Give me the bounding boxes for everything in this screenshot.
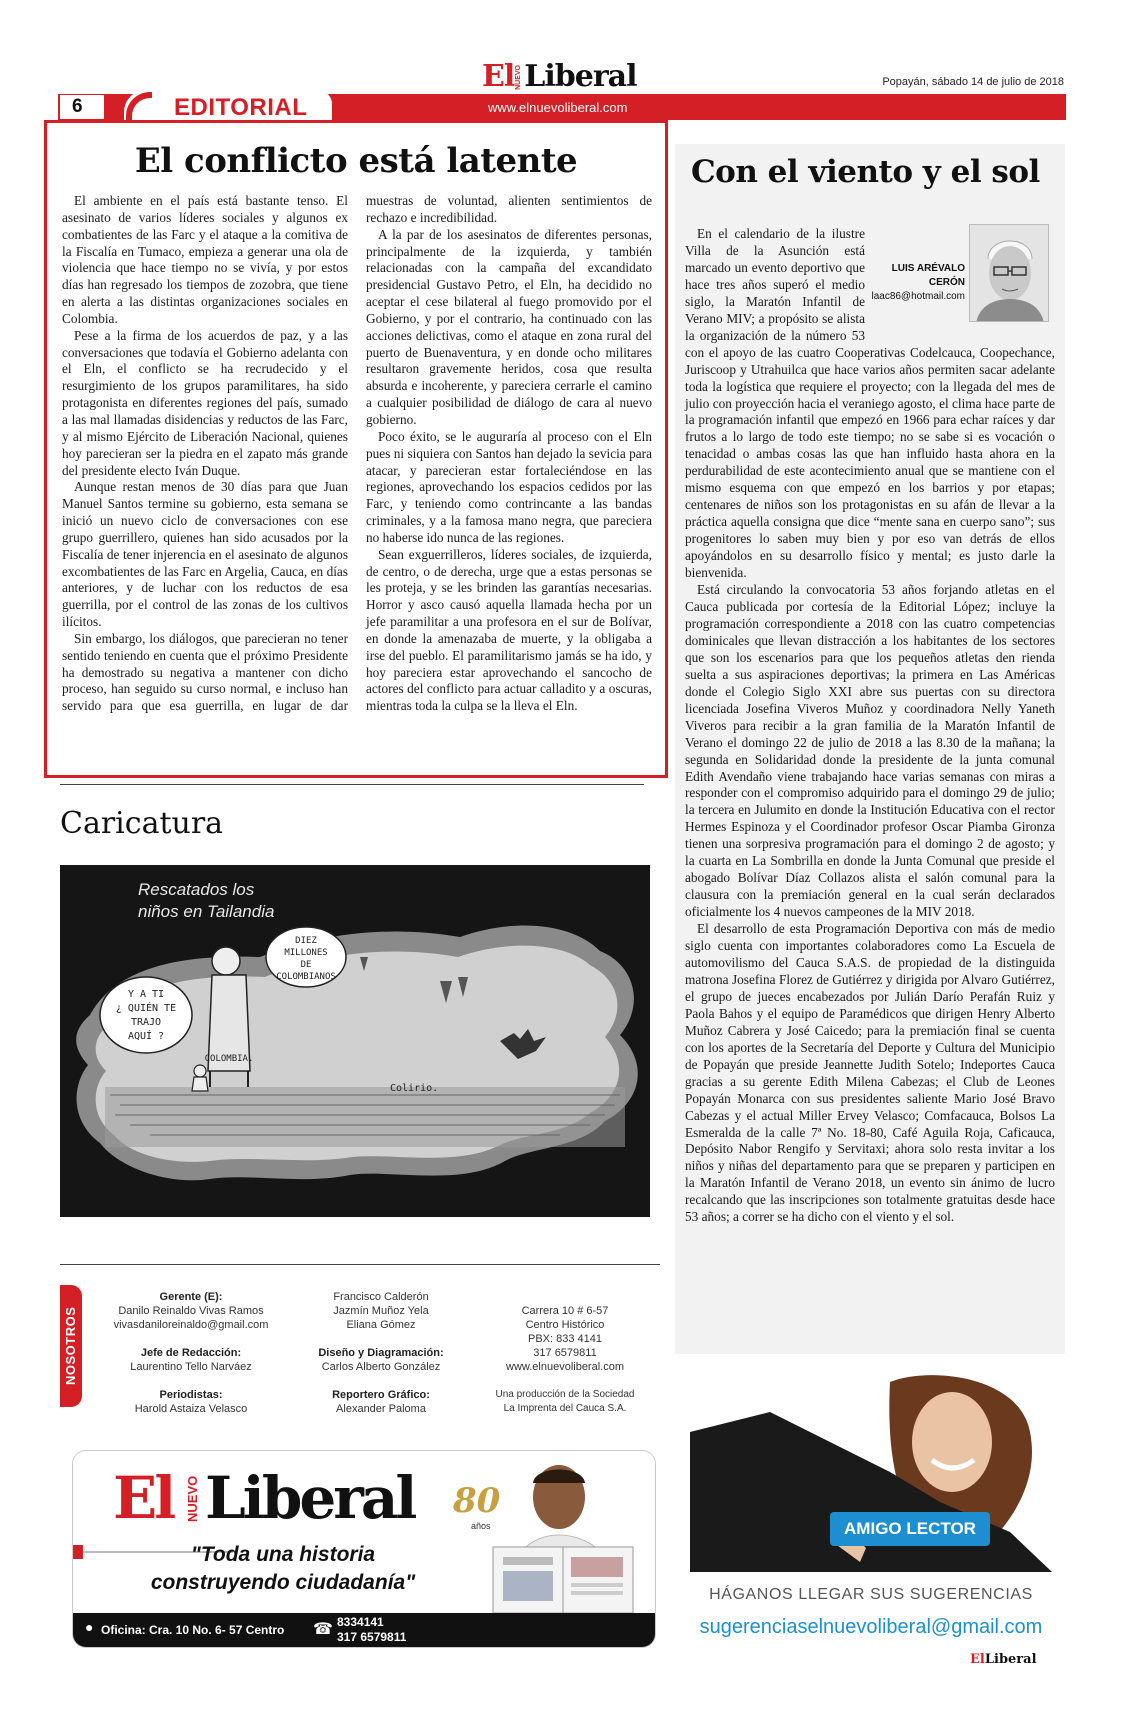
reader-photo <box>473 1457 653 1613</box>
bubble-left-line: ¿ QUIÉN TE <box>115 1003 177 1014</box>
editorial-paragraph: El ambiente en el país está bastante tenso. El asesinato de varios líderes sociales y algunos ex combatientes de las Farc y el ataque a la comitiva de la Fiscalía en Tumaco, empieza a generar una ola de violencia que hace tiempo no se vivía, y por estos días han regresado los tiempos de zozobra, que tiene en alerta a las distintas organizaciones sociales en Colombia. <box>62 193 348 326</box>
author-email[interactable]: laac86@hotmail.com <box>871 291 965 302</box>
publisher-line: Una producción de la Sociedad <box>495 1389 635 1400</box>
staff-name: Laurentino Tello Narváez <box>130 1361 252 1373</box>
column-paragraph: Está circulando la convocatoria 53 años forjando atletas en el Cauca publicada por cortesía de la Editorial López; incluye la programación correspondiente a 2018 con las cuatro competencias dominicales que llevan distracción a los habitantes de los sectores que son los escenarios para que los pequeños atletas den rienda suelta a sus aspiraciones deportivas; la primera en Las Américas donde el Colegio Siglo XXI abre sus puertas con su directora licenciada Josefina Viveros Muñoz y coordinadora Nelly Yaneth Viveros para recibir a la gran familia de la Maratón Infantil de Verano el domingo 22 de julio de 2018 a las 8.30 de la mañana; la segunda en Solidaridad donde la presidente de la junta comunal Edith Avendaño viene trabajando hace varias semanas con miras a responder con el compromiso adquirido para el domingo 29 de julio; la tercera en Julumito en donde la Institución Educativa con el rector Hermes Espinoza y el Coordinador profesor Oscar Piamba Gironza tienen una sorpresiva programación para el domingo 2 de agosto; y la cuarta en La Sombrilla en donde la Junta Comunal que preside el abogado Bolívar Díaz Collazos alista el salón comunal para la clausura con la premiación general en la cual serán declarados oficialmente los 4 nuevos campeones de la MIV 2018. <box>685 582 1055 920</box>
anniversary-label: años <box>471 1521 491 1531</box>
caricature-image <box>60 865 650 1217</box>
divider <box>60 784 644 785</box>
mini-logo-liberal: Liberal <box>984 1652 1037 1667</box>
red-marker <box>73 1545 83 1559</box>
staff-name: Danilo Reinaldo Vivas Ramos <box>118 1305 264 1317</box>
column-paragraph: En el calendario de la ilustre Villa de la Asunción está marcado un evento deportivo que hace tres años superó el medio siglo, la Maratón Infantil de Verano MIV; a propósito se alista la organización de la número 53 con el apoyo de las cuatro Cooperativas Codelcauca, Coopechance, Juriscoop y Utrahuilca que hace varios años permiten sacar adelante toda la logística que requiere el proyecto; con la llegada del mes de julio con proyección hacia el veraniego agosto, el clima hace parte de la programación infantil que empezó en 1966 para echar raíces y dar frutos a lo largo de todo este tiempo; no se sabe si es vocación o tenacidad o ambas cosas las que han influido hasta ahora en la perdurabilidad de este acontecimiento anual que se mantiene con el mismo esquema con que empezó en los barrios y por etapas; centenares de niños son los protagonistas en su afán de llevar a la práctica aquella consigna que dice “mente sana en cuerpo sano”; sus progenitores lo saben muy bien y por eso van detrás de ellos apoyándolos en su desarrollo físico y mental; es justo darle la bienvenida. <box>685 226 1055 581</box>
phone-line: 317 6579811 <box>533 1347 597 1359</box>
caricature-heading: Caricatura <box>60 806 224 841</box>
bubble-right-line: MILLONES <box>284 948 328 958</box>
bubble-right-line: DE <box>300 960 312 970</box>
dateline: Popayán, sábado 14 de julio de 2018 <box>882 76 1064 88</box>
address-line: Carrera 10 # 6-57 <box>521 1305 609 1317</box>
bubble-left-line: AQUÍ ? <box>127 1031 165 1042</box>
ad-logo-el: El <box>113 1464 174 1532</box>
reader-suggestions-ad[interactable] <box>690 1372 1052 1672</box>
staff-name: Eliana Gómez <box>346 1319 416 1331</box>
logo-liberal: Liberal <box>524 59 637 94</box>
bubble-left-line: Y A TI <box>127 989 165 1000</box>
ad-logo-nuevo: NUEVO <box>185 1475 200 1523</box>
masthead-logo[interactable] <box>482 58 642 92</box>
editorial-paragraph: Aunque restan menos de 30 días para que Juan Manuel Santos termine su gobierno, esta semana se inició un nuevo ciclo de conversaciones con ese grupo guerrillero, quienes han sido acusados por la Fiscalía de tener injerencia en el asesinato de algunos excombatientes de las Farc en Argelia, Cauca, en días anteriores, y de luchar con los reductos de esa guerrilla, por el control de las zonas de los cultivos ilícitos. <box>62 479 348 630</box>
section-tab <box>124 90 332 120</box>
phone-number: 8334141 <box>337 1615 384 1629</box>
shirt-label: COLOMBIA. <box>204 1054 254 1064</box>
mini-logo-el: El <box>970 1652 985 1667</box>
column-paragraph: El desarrollo de esta Programación Deportiva con más de medio siglo cuenta con importantes colaboradores como La Escuela de automovilismo del Cauca S.A.S. de propiedad de la distinguida matrona Josefina Florez de Gutiérrez y dirigida por Alvaro Gutiérrez, el grupo de jueces encabezados por Julián Darío Perafán Ruiz y Paola Bahos y el equipo de Paramédicos que dirigen Henry Alberto Muñoz Cabrera y José Caicedo; para la premiación final se cuenta con los aportes de la Secretaría del Deporte y Cultura del Municipio de Popayán que preside Jeannette Judith Sotelo; Indeportes Cauca gracias a su gerente Edith Milena Cabezas; el Club de Leones Popayán Monarca con sus presidentes saliente Mario José Bravo Cabezas y el actual Miller Ervey Velasco; Comfacauca, Bolsos La Esmeralda de la calle 7ª No. 18-80, Café Aguila Roja, Caficauca, Depósito Nabor Rengifo y Servitaxi; ahora solo resta invitar a los niños y niñas del departamento para que se preparen y participen en la Maratón Infantil de Verano 2018, un evento sin ánimo de lucro recalcando que las inscripciones son totalmente gratuitas desde hace 53 años; a correr se ha dicho con el viento y el sol. <box>685 921 1055 1225</box>
slogan-line: "Toda una historia <box>190 1543 376 1566</box>
editorial-paragraph: Sin embargo, los diálogos, que parecieran no tener sentido teniendo en cuenta que el próximo Presidente ha demostrado su negativa a mantener con dicho proceso, han seguido su curso normal, e incluso han servido para que esa guerrilla, en lugar de dar muestras de voluntad, alienten sentimientos de rechazo e incredibilidad. <box>62 193 652 714</box>
ad-slogan <box>143 1541 423 1597</box>
caption-line: Rescatados los <box>138 880 255 899</box>
office-address: Oficina: Cra. 10 No. 6- 57 Centro <box>101 1623 285 1637</box>
suggestions-email-link[interactable]: sugerenciaselnuevoliberal@gmail.com <box>699 1616 1043 1638</box>
opinion-column <box>675 144 1065 1354</box>
staff-role: Periodistas: <box>159 1389 223 1401</box>
editorial-paragraph: Poco éxito, se le auguraría al proceso con el Eln pues ni siquiera con Santos han dejado la sevicia para atacar, y parecieran estar fortaleciéndose en las regiones, aprovechando los espacios cedidos por las Farc, y teniendo como contrincante a las bandas criminales, y a la famosa mano negra, que pareciera no haberse ido nunca de las regiones. <box>366 428 652 545</box>
bubble-left-line: TRAJO <box>130 1017 162 1028</box>
staff-name: Alexander Paloma <box>336 1403 426 1415</box>
staff-tab-label: NOSOTROS <box>63 1306 78 1385</box>
page-number: 6 <box>60 95 104 119</box>
staff-column-2 <box>296 1290 466 1416</box>
logo-nuevo: NUEVO <box>515 65 523 90</box>
staff-column-1 <box>96 1290 286 1416</box>
publisher-line: La Imprenta del Cauca S.A. <box>503 1403 627 1414</box>
location-pin-icon: ● <box>85 1621 94 1636</box>
address-line: Centro Histórico <box>525 1319 605 1331</box>
caricature-caption <box>138 879 274 923</box>
editorial-paragraph: Pese a la firma de los acuerdos de paz, y a las conversaciones que todavía el Gobierno adelanta con el Eln, el conflicto se ha recrudecido y el resurgimiento de los grupos paramilitares, ha sido protagonista en diferentes regiones del país, sumado a las mal llamadas disidencias y reductos de las Farc, y al mismo Ejército de Liberación Nacional, quienes hoy parecieran ser la piedra en el zapato más grande del presidente electo Iván Duque. <box>62 327 348 478</box>
ad-tagline: HÁGANOS LLEGAR SUS SUGERENCIAS <box>709 1586 1033 1603</box>
mini-logo <box>970 1652 1037 1667</box>
ad-phones <box>337 1615 406 1645</box>
caption-line: niños en Tailandia <box>138 902 275 921</box>
staff-email[interactable]: vivasdaniloreinaldo@gmail.com <box>113 1319 269 1331</box>
amigo-lector-badge: AMIGO LECTOR <box>830 1512 990 1546</box>
staff-name: Carlos Alberto González <box>321 1361 441 1373</box>
author-portrait <box>970 225 1049 322</box>
website-link[interactable]: www.elnuevoliberal.com <box>488 100 628 115</box>
editorial-title: El conflicto está latente <box>134 141 578 181</box>
phone-line: PBX: 833 4141 <box>527 1333 602 1345</box>
bubble-right-line: COLOMBIANOS <box>276 972 336 982</box>
phone-icon: ☎ <box>313 1621 333 1638</box>
anniversary-ad[interactable] <box>72 1450 656 1648</box>
staff-role: Gerente (E): <box>159 1291 223 1303</box>
editorial-article <box>44 120 668 778</box>
section-label: EDITORIAL <box>174 94 308 121</box>
staff-role: Jefe de Redacción: <box>140 1347 242 1359</box>
editorial-paragraph: A la par de los asesinatos de diferentes personas, principalmente de la izquierda, y también relacionadas con la campaña del excandidato presidencial Gustavo Petro, el Eln, ha decidido no aceptar el cese bilateral al fuego promovido por el Gobierno, y por el contrario, ha continuado con las acciones delictivas, como el ataque en zona rural del puerto de Buenaventura, y en donde ocho militares resultaron gravemente heridos, cosa que resulta absurda e incoherente, y pareciera cerrarle el camino a cualquier posibilidad de diálogo de cara al nuevo gobierno. <box>366 226 652 427</box>
staff-name: Harold Astaiza Velasco <box>134 1403 248 1415</box>
logo-el: El <box>482 59 515 94</box>
staff-name: Jazmín Muñoz Yela <box>333 1305 429 1317</box>
staff-column-3 <box>480 1304 650 1416</box>
swoosh-decoration <box>126 92 152 120</box>
divider <box>60 1264 660 1265</box>
column-body <box>685 226 1055 1226</box>
author-photo <box>969 224 1049 322</box>
slogan-line: construyendo ciudadanía" <box>150 1571 416 1594</box>
cartoonist-signature: Colirio. <box>390 1083 439 1094</box>
bubble-right-line: DIEZ <box>295 936 317 946</box>
editorial-paragraph: Sean exguerrilleros, líderes sociales, de izquierda, de centro, o de derecha, urge que a estas personas se les proteja, y se les brinden las garantías necesarias. Horror y asco causó aquella llamada hecha por un jefe paramilitar a una profesora en el sur de Bolívar, en donde la amenazaba de muerte, y la obligaba a irse del pueblo. El paramilitarismo jamás se ha ido, y hoy pareciera estar aprovechando el sancocho de actores del conflicto para actuar calladito y a oscuras, mientras toda la culpa se la lleva el Eln. <box>366 546 652 714</box>
staff-tab <box>60 1285 82 1407</box>
column-byline <box>855 262 965 304</box>
staff-role: Reportero Gráfico: <box>332 1389 430 1401</box>
editorial-body <box>62 193 652 773</box>
author-name: LUIS ARÉVALO CERÓN <box>891 263 965 288</box>
column-title: Con el viento y el sol <box>691 154 1040 190</box>
phone-number: 317 6579811 <box>337 1630 407 1644</box>
website-link[interactable]: www.elnuevoliberal.com <box>506 1361 624 1373</box>
staff-name: Francisco Calderón <box>333 1291 429 1303</box>
anniversary-number: 80 <box>453 1481 501 1521</box>
staff-role: Diseño y Diagramación: <box>318 1347 444 1359</box>
ad-logo-liberal: Liberal <box>205 1464 415 1532</box>
